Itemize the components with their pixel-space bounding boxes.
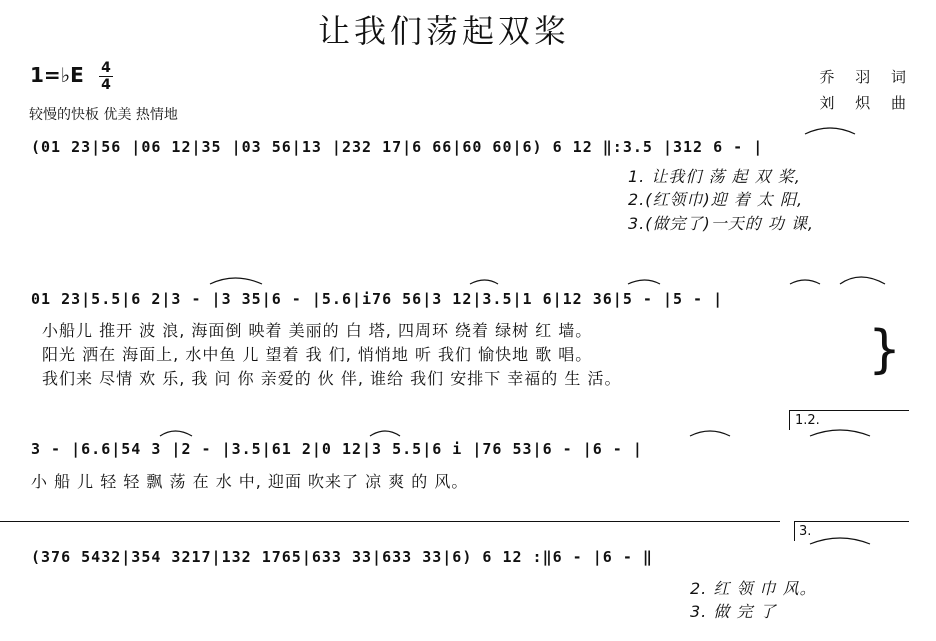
system1-verse2: 2.(红领巾)迎 着 太 阳, [628,190,804,209]
system1-verse3: 3.(做完了)一天的 功 课, [628,214,815,233]
system2-verse3: 我们来 尽情 欢 乐, 我 问 你 亲爱的 伙 伴, 谁给 我们 安排下 幸福的 生 活。 [42,369,622,388]
system3-notes: 3 - |6.6|54 3 |2 - |3.5|61 2|0 12|3 5.5|6 i |76 53|6 - |6 - | [31,440,643,458]
system1-verse1: 1. 让我们 荡 起 双 桨, [628,167,801,186]
lyricist-credit: 乔 羽 词 [819,68,914,86]
key-signature: 1=♭E [30,63,84,87]
system1-notes: (01 23|56 |06 12|35 |03 56|13 |232 17|6 66|60 60|6) 6 12 ‖:3.5 |312 6 - | [31,138,764,156]
system4-verse3: 3. 做 完 了 [690,602,777,621]
volta1-label: 1.2. [795,413,820,428]
volta3-label: 3. [799,524,812,539]
system2-verse2: 阳光 洒在 海面上, 水中鱼 儿 望着 我 们, 悄悄地 听 我们 愉快地 歌 唱。 [42,345,593,364]
page-title: 让我们荡起双桨 [318,12,571,50]
system2-notes: 01 23|5.5|6 2|3 - |3 35|6 - |5.6|i76 56|3 12|3.5|1 6|12 36|5 - |5 - | [31,290,724,308]
composer-credit: 刘 炽 曲 [819,94,914,112]
system4-notes: (376 5432|354 3217|132 1765|633 33|633 33|6) 6 12 :‖6 - |6 - ‖ [31,548,653,566]
time-signature-top: 4 [101,60,111,76]
system3-lyrics: 小 船 儿 轻 轻 飘 荡 在 水 中, 迎面 吹来了 凉 爽 的 风。 [31,472,469,491]
verse-brace: } [868,320,902,380]
tempo-marking: 较慢的快板 优美 热情地 [29,107,178,123]
system2-verse1: 小船儿 推开 波 浪, 海面倒 映着 美丽的 白 塔, 四周环 绕着 绿树 红 墙。 [42,321,593,340]
system4-verse2: 2. 红 领 巾 风。 [690,579,817,598]
time-signature-bottom: 4 [101,77,111,93]
